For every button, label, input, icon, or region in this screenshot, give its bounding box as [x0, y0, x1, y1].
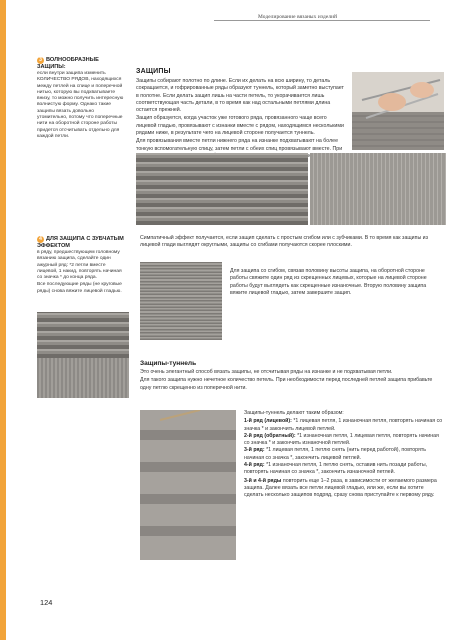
section-1-effect-text — [140, 235, 444, 250]
paragraph: Симпатичный эффект получается, если защип сделать с простым сгибом или с зубчиками. В то время как защипы из лицевой глади выглядят округлыми, защипы со сгибами получаются скорее плоскими. — [140, 235, 429, 249]
section-1-fold-text — [230, 268, 444, 297]
step-row-2: 2-й ряд (обратный): *1 изнаночная петля, 1 лицевая петля, повторять начиная со значка * и закончить изнаночной петлей. — [244, 432, 439, 447]
tunnel-tuck-illustration — [140, 410, 236, 560]
sidebar-tip-paragraph: в ряду, предшествующем головному вязанию защипа, сделайте один ажурный ряд: *2 петли вместе лицевой, 1 накид, повторять начиная со значка * до конца ряда. — [37, 250, 122, 281]
step-row-4: 4-й ряд: *1 изнаночная петля, 1 петлю снять, оставив нить позади работы, повторять начиная со значка *, закончить изнаночной петлей. — [244, 462, 428, 476]
paragraph: Защипы собирают полотно по длине. Если их делать на всю ширину, то деталь сокращается, и гофрированные ряды образуют туннель, который заметно выступает в полотне. Если делать защип лишь на части петель, то укорачивается лишь соответствующая часть детали, в то время как над остальными петлями длина остается прежней. — [136, 78, 344, 114]
photo-tucks-folded-sample — [310, 153, 446, 225]
photo-sidebar-sample-bottom — [37, 358, 129, 398]
sidebar-tip-paragraph: если внутри защипа изменить КОЛИЧЕСТВО РЯДОВ, находящихся между петлей на спице и поперечной нитью, которую вы подхватываете внизу, то можно получить интересную волнистую форму. Однако такие защипы вязать довольно утомительно, потому что поперечные нити на оборотной стороне работы придется отсчитывать отдельно для каждой петли. — [37, 71, 124, 139]
running-head: Моделирование вязаных изделий — [258, 14, 338, 20]
sidebar-tip-body — [37, 250, 124, 295]
photo-knitting-needles — [352, 72, 444, 150]
step-row-1: 1-й ряд (лицевой): *1 лицевая петля, 1 изнаночная петля, повторять начиная со значка * и закончить лицевой петлей. — [244, 418, 443, 432]
paragraph: Для провязывания вместе петли нижнего ряда на изнанке подхватывают на более тонкую вспомогательную спицу, затем петли с обеих спиц провязывают вместе. При — [136, 138, 343, 152]
header-rule — [214, 20, 430, 21]
paragraph: Для защипа со сгибом, связав половину высоты защипа, на оборотной стороне работы свяжите один ряд из скрещенных лицевых, которые на лицевой стороне работы будут выглядеть как скрещенные изнаночные. Вторую половину защипа вяжите лицевой гладью, затем завершите защип. — [230, 268, 427, 296]
photo-sidebar-sample-top — [37, 312, 129, 358]
photo-tucks-knit-sample — [136, 153, 308, 225]
sidebar-tip-paragraph: Все последующие ряды (не круговые ряды) снова вяжите лицевой гладью. — [37, 282, 122, 294]
sidebar-tip-title: ДЛЯ ЗАЩИПА С ЗУБЧАТЫМ ЭФФЕКТОМ — [37, 236, 124, 249]
photo-fold-tuck-sample — [140, 262, 222, 340]
paragraph: Это очень элегантный способ вязать защипы, не отсчитывая ряды на изнанке и не подхватывая петли. — [140, 369, 393, 375]
tip-number-badge: 3 — [37, 57, 44, 64]
sidebar-tip-heading — [37, 57, 124, 71]
sidebar-tip-title: ВОЛНООБРАЗНЫЕ ЗАЩИПЫ: — [37, 57, 99, 70]
paragraph: Защипы-туннель делают таким образом: — [244, 410, 344, 416]
section-title-tucks: ЗАЩИПЫ — [136, 68, 171, 75]
sidebar-tip-body — [37, 71, 124, 140]
step-row-3-4-repeat: 3-й и 4-й ряды повторить еще 1–2 раза, в зависимости от желаемого размера защипа. Далее вязать все петли лицевой гладью, или же, если вы хотите сделать несколько защипов подряд, сразу снова приступайте к первому ряду. — [244, 477, 437, 499]
section-2-intro — [140, 369, 444, 392]
orange-edge-bar — [0, 0, 6, 640]
step-row-3: 3-й ряд: *1 лицевая петля, 1 петлю снять (нить перед работой), повторять начиная со значка *, закончить лицевой петлей. — [244, 447, 426, 461]
section-title-tunnel: Защипы-туннель — [140, 360, 197, 367]
knitting-needles-illustration — [352, 72, 444, 150]
sidebar-tip-wavy — [37, 57, 124, 140]
paragraph: Для такого защипа нужно нечетное количество петель. При необходимости перед последней петлей защипа прибавьте одну петлю скрещенно из поперечной нити. — [140, 377, 433, 391]
sidebar-tip-toothed — [37, 236, 124, 295]
page-number: 124 — [40, 598, 53, 607]
paragraph: Защип образуется, когда участок уже готового ряда, провязанного чаще всего лицевой гладью, провязывают с изнанки вместе с рядом, находящимся несколькими рядами ниже, в результате чего на лицевой стороне получается туннель. — [136, 115, 344, 137]
photo-tunnel-tuck-sample — [140, 410, 236, 560]
tip-number-badge: 4 — [37, 236, 44, 243]
section-2-steps — [244, 410, 444, 500]
sidebar-tip-heading — [37, 236, 124, 250]
